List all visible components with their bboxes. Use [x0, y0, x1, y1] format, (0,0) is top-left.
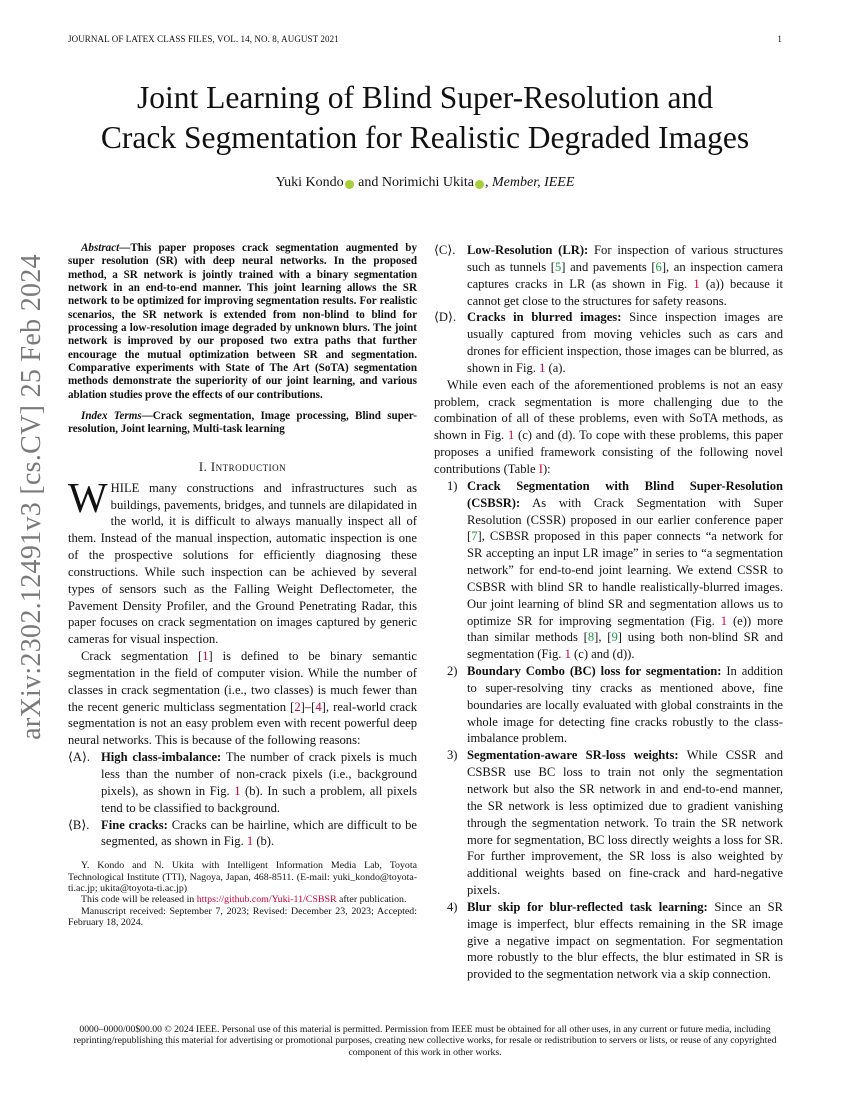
footnote-affiliation: Y. Kondo and N. Ukita with Intelligent Information Media Lab, Toyota Technological Institute (TTI), Nagoya, Japan, 468-8511. (E-mail: yuki_kondo@toyota-ti.ac.jp; ukita@toyota-ti.ac.jp)	[68, 860, 417, 895]
first-word: HILE	[110, 480, 140, 495]
text-run: As with Crack Segmentation with Super Resolution (CSSR) proposed in our earlier conference paper [	[467, 495, 783, 544]
index-terms-text: Crack segmentation, Image processing, Blind super-resolution, Joint learning, Multi-task learning	[68, 410, 417, 436]
challenge-item-c	[434, 242, 783, 309]
text-run: While CSSR and CSBSR use BC loss to train not only the segmentation network but also the SR network in and end-to-end manner, the SR network is less optimized due to gradient vanishing through the segmentation network. To train the SR network more for segmentation, BC loss directly weights a loss for SR. For further improvement, the SR loss is also weighted by additional weights based on fine-crack and hard-negative pixels.	[467, 748, 783, 898]
title-line-2: Crack Segmentation for Realistic Degraded Images	[100, 120, 750, 155]
paper-title	[40, 78, 810, 158]
contribution-item-3	[434, 747, 783, 899]
section-title: Introduction	[210, 459, 287, 474]
text-run: ], an inspection camera captures cracks in LR (as shown in Fig.	[467, 259, 784, 291]
drop-cap: W	[68, 475, 108, 522]
text-run: (a)) because it cannot get close to the structures for safety reasons.	[467, 276, 784, 308]
figure-link[interactable]: 1	[246, 834, 254, 849]
challenge-head: Cracks in blurred images:	[467, 310, 622, 325]
contribution-head: Crack Segmentation with Blind Super-Resolution (CSBSR):	[467, 478, 783, 510]
contribution-item-2	[434, 663, 783, 747]
contribution-number: 2)	[447, 664, 458, 679]
index-terms: Index Terms—Crack segmentation, Image processing, Blind super-resolution, Joint learning, Multi-task learning	[68, 410, 417, 436]
text-run: ]–[	[300, 699, 316, 714]
text-run: ] and pavements [	[561, 259, 656, 274]
journal-name: JOURNAL OF LATEX CLASS FILES, VOL. 14, NO. 8, AUGUST 2021	[68, 34, 339, 44]
contribution-number: 1)	[447, 478, 458, 493]
text-run: Crack segmentation [	[81, 649, 203, 664]
page-number: 1	[777, 34, 782, 44]
challenge-label: ⟨B⟩.	[68, 817, 90, 832]
citation-link[interactable]: 6	[655, 259, 662, 274]
intro-paragraph-2	[68, 648, 417, 749]
figure-link[interactable]: 1	[507, 428, 515, 443]
text-run: In addition to super-resolving tiny cracks as mentioned above, fine boundaries are locally evaluated with global constraints in the whole image for detecting fine cracks robustly to the class-imbalance problem.	[467, 664, 784, 746]
citation-link[interactable]: 1	[202, 649, 209, 664]
problem-summary-paragraph	[434, 377, 783, 478]
text-run: ):	[542, 461, 551, 476]
section-number: I.	[198, 459, 208, 474]
figure-link[interactable]: 1	[234, 783, 241, 798]
challenge-item-a	[68, 749, 417, 816]
text-run: ], real-world crack segmentation is not an easy problem even with recent powerful deep neural networks. This is because of the following reasons:	[68, 699, 417, 748]
left-column	[68, 242, 417, 929]
orcid-icon[interactable]	[475, 180, 484, 189]
contribution-head: Blur skip for blur-reflected task learning:	[467, 899, 708, 914]
abstract: Abstract—This paper proposes crack segmentation augmented by super resolution (SR) with deep neural networks. In the proposed method, a SR network is jointly trained with a binary segmentation network in an end-to-end manner. This joint learning allows the SR network to be optimized for improving segmentation results. For realistic scenarios, the SR network is extended from non-blind to blind for processing a low-resolution image degraded by unknown blurs. The joint network is improved by our proposed two extra paths that further encourage the mutual optimization between SR and segmentation. Comparative experiments with State of The Art (SoTA) segmentation methods demonstrate the superiority of our joint learning, and various ablation studies prove the effects of our contributions.	[68, 242, 417, 401]
intro-paragraph-1-text: many constructions and infrastructures such as buildings, pavements, bridges, and tunnels are dilapidated in the world, it is difficult to always manually inspect all of them. Instead of the manual inspection, automatic inspection is one of the prospective solutions for efficiently diagnosing these constructions. While such inspection can be achieved by several types of sensors such as the Falling Weight Deflectometer, the Pavement Density Profiler, and the Ground Penetrating Radar, this paper focuses on crack segmentation on images captured by generic cameras for visual inspection.	[68, 480, 417, 647]
citation-link[interactable]: 5	[554, 259, 562, 274]
text-run: The number of crack pixels is much less than the number of non-crack pixels (i.e., background pixels), as shown in Fig.	[101, 750, 418, 798]
author-separator: ,	[485, 175, 492, 190]
arxiv-stamp: arXiv:2302.12491v3 [cs.CV] 25 Feb 2024	[16, 254, 47, 740]
author-1: Yuki Kondo	[275, 175, 344, 190]
challenge-label: ⟨A⟩.	[68, 750, 91, 765]
challenge-head: Fine cracks:	[101, 817, 168, 832]
text-run: Since an SR image is imperfect, blur effects remaining in the SR image give a negative impact on segmentation. For segmentation more robustly to the blur effects, the blur estimated in SR is provided to the segmentation network via a skip connection.	[467, 899, 783, 982]
text-run: ], [	[594, 630, 612, 645]
author-2: Norimichi Ukita	[381, 175, 474, 190]
code-url-link[interactable]: https://github.com/Yuki-11/CSBSR	[196, 894, 337, 906]
contribution-number: 3)	[447, 748, 458, 763]
challenge-head: High class-imbalance:	[101, 750, 222, 765]
contribution-item-1	[434, 478, 783, 663]
text-run: This code will be released in	[81, 894, 197, 906]
text-run: (b).	[253, 834, 275, 849]
section-heading	[68, 459, 417, 476]
citation-link[interactable]: 4	[315, 699, 322, 714]
citation-link[interactable]: 7	[471, 529, 478, 544]
orcid-icon[interactable]	[345, 180, 354, 189]
citation-link[interactable]: 8	[587, 630, 595, 645]
text-run: (b). In such a problem, all pixels tend to be classified to background.	[101, 783, 417, 815]
challenge-label: ⟨C⟩.	[434, 243, 456, 257]
copyright-notice: 0000–0000/00$00.00 © 2024 IEEE. Personal use of this material is permitted. Permission from IEEE must be obtained for all other uses, in any current or future media, including reprinting/republishing this material for advertising or promotional purposes, creating new collective works, for resale or redistribution to servers or lists, or reuse of any copyrighted component of this work in other works.	[73, 1024, 777, 1058]
abstract-label: Abstract	[81, 242, 120, 254]
author-membership: Member, IEEE	[492, 175, 575, 190]
text-run: (c) and (d). To cope with these problems, this paper proposes a unified framework consisting of the following novel contributions (Table	[434, 428, 783, 476]
contribution-number: 4)	[447, 899, 458, 914]
text-run: Cracks can be hairline, which are difficult to be segmented, as shown in Fig.	[101, 817, 417, 849]
citation-link[interactable]: 9	[611, 630, 618, 645]
index-terms-label: Index Terms	[81, 410, 142, 423]
text-run: after publication.	[336, 894, 407, 906]
intro-paragraph-1	[68, 475, 417, 648]
footnote-manuscript: Manuscript received: September 7, 2023; Revised: December 23, 2023; Accepted: February 18, 2024.	[68, 905, 417, 929]
abstract-text: This paper proposes crack segmentation augmented by super resolution (SR) with deep neural networks. In the proposed method, a SR network is jointly trained with a binary segmentation network in an end-to-end manner. This joint learning allows the SR network to be optimized for improving segmentation results. For realistic scenarios, the SR network is extended from non-blind to blind for processing a low-resolution image degraded by unknown blurs. The joint network is improved by our proposed two extra paths that further encourage the mutual optimization between SR and segmentation. Comparative experiments with State of The Art (SoTA) segmentation methods demonstrate the superiority of our joint learning, and various ablation studies prove the effects of our contributions.	[68, 242, 417, 401]
citation-link[interactable]: 2	[294, 699, 301, 714]
author-conjunction: and	[358, 175, 379, 190]
text-run: (a).	[545, 360, 566, 375]
text-run: Since inspection images are usually captured from moving vehicles such as cars and drones for efficient inspection, those images can be blurred, as shown in Fig.	[467, 310, 783, 375]
right-column	[434, 242, 783, 983]
text-run: (e)) more than similar methods [	[467, 613, 783, 645]
figure-link[interactable]: 1	[693, 276, 700, 291]
title-line-1: Joint Learning of Blind Super-Resolution and	[137, 80, 713, 115]
text-run: (c) and (d)).	[570, 647, 635, 662]
figure-link[interactable]: 1	[539, 360, 546, 375]
text-run: ] is defined to be binary semantic segmentation in the field of computer vision. While the number of classes in crack segmentation (i.e., two classes) is much fewer than the recent generic multiclass segmentation [	[68, 649, 417, 714]
footnote-code	[68, 894, 417, 905]
challenge-item-d	[434, 309, 783, 376]
challenge-head: Low-Resolution (LR):	[467, 243, 589, 257]
contribution-head: Boundary Combo (BC) loss for segmentation:	[467, 664, 722, 679]
text-run: While even each of the aforementioned problems is not an easy problem, crack segmentation is more challenging due to the combination of all of these problems, even with SoTA methods, as shown in Fig.	[434, 377, 783, 443]
text-run: ] using both non-blind SR and segmentation (Fig.	[467, 630, 783, 662]
challenge-label: ⟨D⟩.	[434, 310, 457, 325]
contribution-head: Segmentation-aware SR-loss weights:	[467, 748, 679, 763]
table-link[interactable]: I	[538, 461, 543, 476]
text-run: ], CSBSR proposed in this paper connects “a network for SR accepting an input LR image” in series to “a segmentation network” for end-to-end joint learning. We extend CSSR to CSBSR with blind SR to handle realistically-blurred images. Our joint learning of blind SR and segmentation allows us to optimize SR for improving segmentation (Fig.	[467, 529, 783, 628]
contribution-item-4	[434, 899, 783, 983]
text-run: For inspection of various structures such as tunnels [	[467, 243, 784, 274]
footnotes	[68, 860, 417, 928]
author-line	[40, 175, 810, 191]
figure-link[interactable]: 1	[720, 613, 728, 628]
challenge-item-b	[68, 817, 417, 851]
figure-link[interactable]: 1	[564, 647, 571, 662]
running-head	[68, 34, 782, 44]
